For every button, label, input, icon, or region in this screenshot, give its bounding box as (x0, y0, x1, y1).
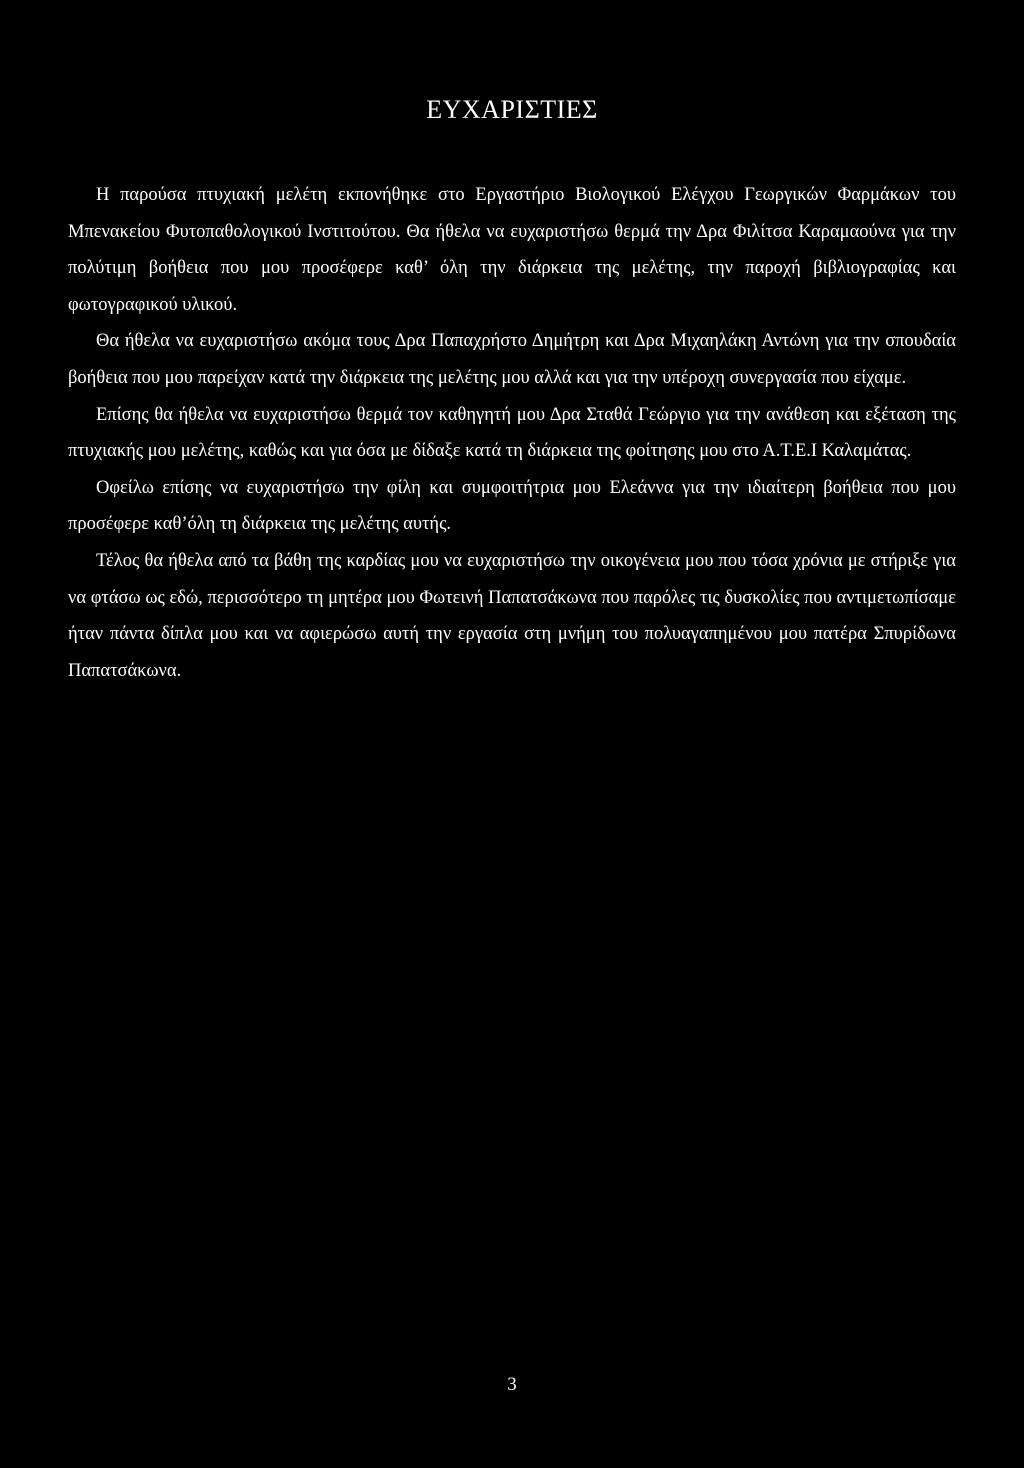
paragraph-1: Η παρούσα πτυχιακή μελέτη εκπονήθηκε στο Εργαστήριο Βιολογικού Ελέγχου Γεωργικών Φαρμάκων του Μπενακείου Φυτοπαθολογικού Ινστιτούτου. Θα ήθελα να ευχαριστήσω θερμά την Δρα Φιλίτσα Καραμαούνα για την πολύτιμη βοήθεια που μου προσέφερε καθ’ όλη την διάρκεια της μελέτης, την παροχή βιβλιογραφίας και φωτογραφικού υλικού. (68, 185, 956, 315)
acknowledgements-body (68, 177, 956, 689)
paragraph-5: Τέλος θα ήθελα από τα βάθη της καρδίας μου να ευχαριστήσω την οικογένεια μου που τόσα χρόνια με στήριξε για να φτάσω ως εδώ, περισσότερο τη μητέρα μου Φωτεινή Παπατσάκωνα που παρόλες τις δυσκολίες που αντιμετωπίσαμε ήταν πάντα δίπλα μου και να αφιερώσω αυτή την εργασία στη μνήμη του πολυαγαπημένου μου πατέρα Σπυρίδωνα Παπατσάκωνα. (68, 550, 956, 681)
paragraph-4: Οφείλω επίσης να ευχαριστήσω την φίλη και συμφοιτήτρια μου Ελεάννα για την ιδιαίτερη βοήθεια που μου προσέφερε καθ’όλη τη διάρκεια της μελέτης αυτής. (68, 477, 956, 535)
page-title: ΕΥΧΑΡΙΣΤΙΕΣ (426, 95, 598, 124)
page-number: 3 (507, 1374, 517, 1395)
paragraph-3: Επίσης θα ήθελα να ευχαριστήσω θερμά τον καθηγητή μου Δρα Σταθά Γεώργιο για την ανάθεση και εξέταση της πτυχιακής μου μελέτης, καθώς και για όσα με δίδαξε κατά τη διάρκεια της φοίτησης μου στο Α.Τ.Ε.Ι Καλαμάτας. (68, 404, 956, 462)
paragraph-2: Θα ήθελα να ευχαριστήσω ακόμα τους Δρα Παπαχρήστο Δημήτρη και Δρα Μιχαηλάκη Αντώνη για την σπουδαία βοήθεια που μου παρείχαν κατά την διάρκεια της μελέτης μου αλλά και για την υπέροχη συνεργασία που είχαμε. (68, 331, 956, 388)
